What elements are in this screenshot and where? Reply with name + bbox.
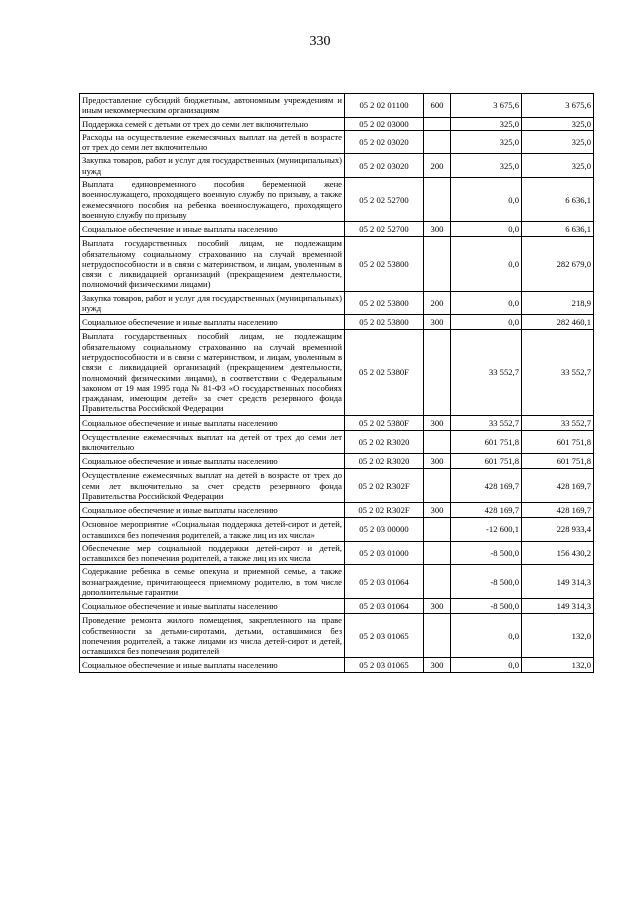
target-article-code-cell: 05 2 02 5380F <box>345 415 424 430</box>
table-row <box>80 178 594 222</box>
expense-name-cell: Социальное обеспечение и иные выплаты населению <box>80 315 345 330</box>
table-row <box>80 315 594 330</box>
amount-total-cell: 3 675,6 <box>522 94 594 118</box>
expense-type-code-cell <box>424 130 451 154</box>
budget-table <box>79 93 594 673</box>
table-row <box>80 415 594 430</box>
expense-type-code-cell: 200 <box>424 291 451 315</box>
amount-change-cell: 601 751,8 <box>451 454 522 469</box>
amount-change-cell: 33 552,7 <box>451 415 522 430</box>
amount-total-cell: 218,9 <box>522 291 594 315</box>
amount-total-cell: 601 751,8 <box>522 430 594 454</box>
amount-total-cell: 282 460,1 <box>522 315 594 330</box>
amount-total-cell: 156 430,2 <box>522 541 594 565</box>
amount-change-cell: 0,0 <box>451 658 522 673</box>
amount-change-cell: 325,0 <box>451 117 522 130</box>
expense-type-code-cell: 600 <box>424 94 451 118</box>
expense-type-code-cell <box>424 178 451 222</box>
expense-name-cell: Закупка товаров, работ и услуг для государственных (муниципальных) нужд <box>80 291 345 315</box>
expense-type-code-cell: 300 <box>424 658 451 673</box>
amount-change-cell: 428 169,7 <box>451 469 522 503</box>
target-article-code-cell: 05 2 02 5380F <box>345 330 424 415</box>
table-row <box>80 430 594 454</box>
target-article-code-cell: 05 2 03 01064 <box>345 599 424 614</box>
amount-change-cell: 325,0 <box>451 154 522 178</box>
table-row <box>80 130 594 154</box>
expense-name-cell: Содержание ребенка в семье опекуна и приемной семье, а также вознаграждение, причитающееся приемному родителю, в том числе дополнительные гарантии <box>80 565 345 599</box>
amount-change-cell: -12 600,1 <box>451 518 522 542</box>
amount-total-cell: 325,0 <box>522 154 594 178</box>
amount-change-cell: 428 169,7 <box>451 503 522 518</box>
target-article-code-cell: 05 2 03 01000 <box>345 541 424 565</box>
expense-type-code-cell <box>424 430 451 454</box>
amount-total-cell: 149 314,3 <box>522 599 594 614</box>
amount-change-cell: 0,0 <box>451 291 522 315</box>
target-article-code-cell: 05 2 02 52700 <box>345 222 424 237</box>
amount-total-cell: 228 933,4 <box>522 518 594 542</box>
target-article-code-cell: 05 2 02 R3020 <box>345 430 424 454</box>
expense-name-cell: Выплата государственных пособий лицам, не подлежащим обязательному социальному страхованию на случай временной нетрудоспособности и в связи с материнством, и лицам, уволенным в связи с ликвидацией организаций (прекращением деятельности, полномочий физическими лицами) <box>80 237 345 291</box>
table-row <box>80 222 594 237</box>
table-row <box>80 518 594 542</box>
expense-name-cell: Закупка товаров, работ и услуг для государственных (муниципальных) нужд <box>80 154 345 178</box>
table-row <box>80 541 594 565</box>
target-article-code-cell: 05 2 02 R302F <box>345 469 424 503</box>
expense-type-code-cell: 300 <box>424 415 451 430</box>
amount-change-cell: 0,0 <box>451 315 522 330</box>
expense-type-code-cell <box>424 469 451 503</box>
table-row <box>80 469 594 503</box>
table-row <box>80 117 594 130</box>
target-article-code-cell: 05 2 02 52700 <box>345 178 424 222</box>
expense-type-code-cell <box>424 330 451 415</box>
target-article-code-cell: 05 2 02 R3020 <box>345 454 424 469</box>
table-row <box>80 454 594 469</box>
expense-name-cell: Предоставление субсидий бюджетным, автономным учреждениям и иным некоммерческим организациям <box>80 94 345 118</box>
expense-name-cell: Выплата единовременного пособия беременной жене военнослужащего, проходящего военную службу по призыву, а также ежемесячного пособия на ребенка военнослужащего, проходящего военную службу по призыву <box>80 178 345 222</box>
expense-name-cell: Осуществление ежемесячных выплат на детей от трех до семи лет включительно <box>80 430 345 454</box>
expense-type-code-cell <box>424 237 451 291</box>
expense-name-cell: Социальное обеспечение и иные выплаты населению <box>80 222 345 237</box>
amount-total-cell: 601 751,8 <box>522 454 594 469</box>
target-article-code-cell: 05 2 02 53800 <box>345 315 424 330</box>
target-article-code-cell: 05 2 03 01064 <box>345 565 424 599</box>
target-article-code-cell: 05 2 02 03000 <box>345 117 424 130</box>
amount-total-cell: 132,0 <box>522 614 594 658</box>
table-row <box>80 154 594 178</box>
expense-name-cell: Основное мероприятие «Социальная поддержка детей-сирот и детей, оставшихся без попечения родителей, а также лиц из их числа» <box>80 518 345 542</box>
table-row <box>80 503 594 518</box>
amount-total-cell: 149 314,3 <box>522 565 594 599</box>
amount-change-cell: 601 751,8 <box>451 430 522 454</box>
table-row <box>80 658 594 673</box>
target-article-code-cell: 05 2 02 03020 <box>345 154 424 178</box>
target-article-code-cell: 05 2 02 R302F <box>345 503 424 518</box>
expense-type-code-cell: 300 <box>424 222 451 237</box>
table-row <box>80 330 594 415</box>
amount-total-cell: 325,0 <box>522 130 594 154</box>
target-article-code-cell: 05 2 02 03020 <box>345 130 424 154</box>
expense-type-code-cell: 300 <box>424 454 451 469</box>
amount-total-cell: 33 552,7 <box>522 330 594 415</box>
expense-name-cell: Проведение ремонта жилого помещения, закрепленного на праве собственности за детьми-сиротами, детьми, оставшимися без попечения родителей, а также лицами из числа детей-сирот и детей, оставшихся без попечения родителей <box>80 614 345 658</box>
target-article-code-cell: 05 2 03 01065 <box>345 658 424 673</box>
expense-type-code-cell <box>424 614 451 658</box>
expense-name-cell: Выплата государственных пособий лицам, не подлежащим обязательному социальному страхованию на случай временной нетрудоспособности и в связи с материнством, и лицам, уволенным в связи с ликвидацией организаций (прекращением деятельности, полномочий физическими лицами), в соответствии с Федеральным законом от 19 мая 1995 года № 81-ФЗ «О государственных пособиях гражданам, имеющим детей» за счет средств резервного фонда Правительства Российской Федерации <box>80 330 345 415</box>
expense-type-code-cell: 300 <box>424 315 451 330</box>
table-row <box>80 237 594 291</box>
amount-change-cell: 0,0 <box>451 178 522 222</box>
expense-type-code-cell: 200 <box>424 154 451 178</box>
table-row <box>80 599 594 614</box>
expense-name-cell: Поддержка семей с детьми от трех до семи лет включительно <box>80 117 345 130</box>
amount-total-cell: 6 636,1 <box>522 178 594 222</box>
expense-name-cell: Социальное обеспечение и иные выплаты населению <box>80 415 345 430</box>
amount-total-cell: 6 636,1 <box>522 222 594 237</box>
amount-total-cell: 33 552,7 <box>522 415 594 430</box>
expense-type-code-cell <box>424 541 451 565</box>
table-row <box>80 565 594 599</box>
target-article-code-cell: 05 2 03 01065 <box>345 614 424 658</box>
expense-name-cell: Расходы на осуществление ежемесячных выплат на детей в возрасте от трех до семи лет включительно <box>80 130 345 154</box>
amount-change-cell: 325,0 <box>451 130 522 154</box>
amount-change-cell: -8 500,0 <box>451 599 522 614</box>
expense-type-code-cell <box>424 565 451 599</box>
table-row <box>80 94 594 118</box>
expense-name-cell: Социальное обеспечение и иные выплаты населению <box>80 658 345 673</box>
amount-change-cell: 0,0 <box>451 222 522 237</box>
amount-total-cell: 282 679,0 <box>522 237 594 291</box>
expense-name-cell: Социальное обеспечение и иные выплаты населению <box>80 454 345 469</box>
target-article-code-cell: 05 2 02 01100 <box>345 94 424 118</box>
amount-change-cell: 3 675,6 <box>451 94 522 118</box>
target-article-code-cell: 05 2 03 00000 <box>345 518 424 542</box>
amount-total-cell: 325,0 <box>522 117 594 130</box>
amount-change-cell: 33 552,7 <box>451 330 522 415</box>
amount-total-cell: 428 169,7 <box>522 503 594 518</box>
expense-name-cell: Осуществление ежемесячных выплат на детей в возрасте от трех до семи лет включительно за счет средств резервного фонда Правительства Российской Федерации <box>80 469 345 503</box>
amount-change-cell: -8 500,0 <box>451 541 522 565</box>
amount-change-cell: -8 500,0 <box>451 565 522 599</box>
amount-change-cell: 0,0 <box>451 614 522 658</box>
amount-change-cell: 0,0 <box>451 237 522 291</box>
amount-total-cell: 428 169,7 <box>522 469 594 503</box>
expense-type-code-cell <box>424 117 451 130</box>
table-row <box>80 291 594 315</box>
expense-name-cell: Социальное обеспечение и иные выплаты населению <box>80 599 345 614</box>
table-row <box>80 614 594 658</box>
target-article-code-cell: 05 2 02 53800 <box>345 291 424 315</box>
amount-total-cell: 132,0 <box>522 658 594 673</box>
target-article-code-cell: 05 2 02 53800 <box>345 237 424 291</box>
expense-type-code-cell <box>424 518 451 542</box>
expense-type-code-cell: 300 <box>424 503 451 518</box>
expense-type-code-cell: 300 <box>424 599 451 614</box>
page-number: 330 <box>309 34 331 49</box>
budget-table-body <box>80 94 594 673</box>
expense-name-cell: Обеспечение мер социальной поддержки детей-сирот и детей, оставшихся без попечения родителей, а также лиц из их числа <box>80 541 345 565</box>
expense-name-cell: Социальное обеспечение и иные выплаты населению <box>80 503 345 518</box>
